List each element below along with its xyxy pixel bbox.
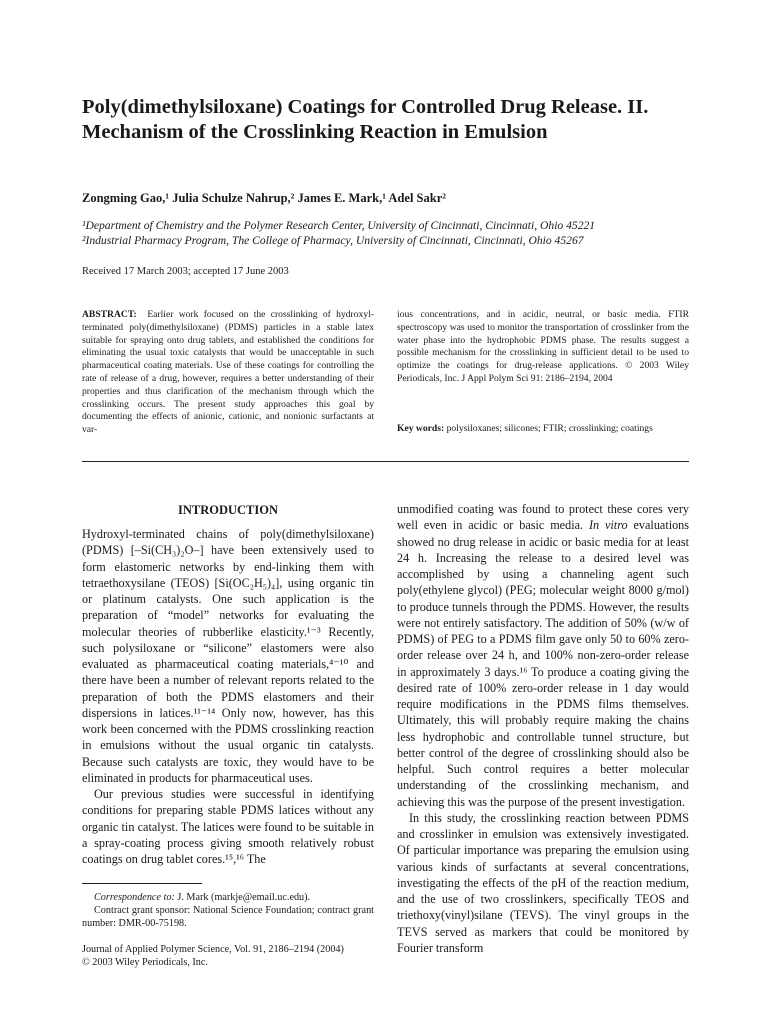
author-list: Zongming Gao,¹ Julia Schulze Nahrup,² James E. Mark,¹ Adel Sakr² (82, 191, 446, 205)
abstract-left (82, 309, 374, 437)
paragraph: Hydroxyl-terminated chains of poly(dimethylsiloxane) (PDMS) [–Si(CH₃)₂O–] have been extensively used to form elastomeric networks by end-linking them with tetraethoxysilane (TEOS) [Si(OC₂H₅)₄], using organic tin or platinum catalysts. One such application is the preparation of “model” networks for evaluating the molecular theories of rubberlike elasticity.¹⁻³ Recently, such polysiloxane or “silicone” elastomers were also evaluated as pharmaceutical coating materials,⁴⁻¹⁰ and there have been a number of relevant reports related to the preparation of both the PDMS elastomers and their dispersions in latices.¹¹⁻¹⁴ Only now, however, has this work been concerned with the PDMS crosslinking reaction in emulsions without the usual organic tin catalysts. Because such catalysts are toxic, they would have to be eliminated in products for pharmaceutical uses. (82, 527, 374, 785)
paragraph (397, 501, 689, 810)
correspondence-line (82, 892, 374, 905)
journal-info (82, 944, 374, 970)
keywords (397, 423, 689, 436)
keywords-text: polysiloxanes; silicones; FTIR; crosslinking; coatings (446, 423, 653, 434)
abstract-label: ABSTRACT: (82, 309, 137, 320)
grant-line: Contract grant sponsor: National Science Foundation; contract grant number: DMR-00-75198. (82, 904, 374, 929)
keywords-label: Key words: (397, 423, 445, 434)
italic-term: In vitro (588, 518, 628, 533)
paragraph-text: evaluations showed no drug release in acidic or basic media for at least 24 h. Increasing the release to a desired level was accomplished by using a channeling agent such poly(ethylene glycol) (PEG; molecular weight 8000 g/mol) to produce tunnels through the PDMS. However, the results were not entirely satisfactory. The addition of 50% (w/w of PDMS) of PEG to a PDMS film gave only 50 to 60% zero-order release over 24 h, and 100% non-zero-order release in approximately 3 days.¹⁶ To produce a coating giving the desired rate of 100% zero-order release in 1 day would require modifications in the PDMS films themselves. Ultimately, this will probably require making the chains less hydrophobic and controllable tunnel structure, but better control of the degree of crosslinking should also be helpful. Such control requires a better molecular understanding of the crosslinking mechanism, and achieving this was the purpose of the present investigation. (397, 518, 690, 809)
journal-citation: Journal of Applied Polymer Science, Vol. 91, 2186–2194 (2004) (82, 944, 344, 955)
copyright: © 2003 Wiley Periodicals, Inc. (82, 956, 208, 968)
paper-title: Poly(dimethylsiloxane) Coatings for Controlled Drug Release. II. Mechanism of the Crosslinking Reaction in Emulsion (82, 96, 649, 143)
correspondence-label: Correspondence to: (94, 892, 175, 903)
section-divider (82, 461, 689, 462)
body-column-left (82, 526, 374, 867)
paragraph: Our previous studies were successful in identifying conditions for preparing stable PDMS latices without any organic tin catalyst. The latices were found to be suitable in a spray-coating process giving smooth relatively robust coatings on drug tablet cores.¹⁵,¹⁶ The (82, 787, 374, 866)
paragraph: In this study, the crosslinking reaction between PDMS and crosslinker in emulsion was extensively investigated. Of particular importance was preparing the emulsion using various kinds of surfactants at several concentrations, investigating the effects of the pH of the reaction medium, and the use of two crosslinkers, specifically TEOS and triethoxy(vinyl)silane (TEVS). The vinyl groups in the TEVS served as markers that could be monitored by Fourier transform (397, 810, 689, 955)
body-column-right (397, 501, 689, 956)
affiliations (82, 218, 702, 248)
section-heading-introduction: INTRODUCTION (177, 503, 278, 517)
footnote-divider (82, 883, 202, 884)
abstract-right (397, 309, 689, 386)
affiliation-2: ²Industrial Pharmacy Program, The College of Pharmacy, University of Cincinnati, Cincinnati, Ohio 45267 (82, 234, 584, 247)
affiliation-1: ¹Department of Chemistry and the Polymer Research Center, University of Cincinnati, Cincinnati, Ohio 45221 (82, 219, 596, 232)
received-date: Received 17 March 2003; accepted 17 June 2003 (82, 266, 289, 277)
correspondence-text: J. Mark (markje@email.uc.edu). (177, 892, 311, 903)
paragraph-text: unmodified coating was found to protect these cores very well even in acidic or basic media. (397, 502, 689, 533)
footnote-correspondence (82, 892, 374, 931)
abstract-text-left: Earlier work focused on the crosslinking of hydroxyl-terminated poly(dimethylsiloxane) (PDMS) particles in a stable latex suitable for spraying onto drug tablets, and established the conditions for eliminating the usual toxic catalysts that would be unacceptable in such pharmaceutical coating materials. Use of these coatings for controlling the rate of release of a drug, however, requires a better understanding of their properties and thus clarification of the mechanism through which the crosslinking occurs. The present study approaches this goal by documenting the effects of anionic, cationic, and nonionic surfactants at var- (82, 309, 375, 436)
abstract-text-right: ious concentrations, and in acidic, neutral, or basic media. FTIR spectroscopy was used to monitor the transportation of crosslinker from the water phase into the hydrophobic PDMS phase. The results suggest a possible mechanism for the crosslinking in sufficient detail to be used to optimize the coatings for drug-release applications. © 2003 Wiley Periodicals, Inc. J Appl Polym Sci 91: 2186–2194, 2004 (397, 309, 689, 384)
